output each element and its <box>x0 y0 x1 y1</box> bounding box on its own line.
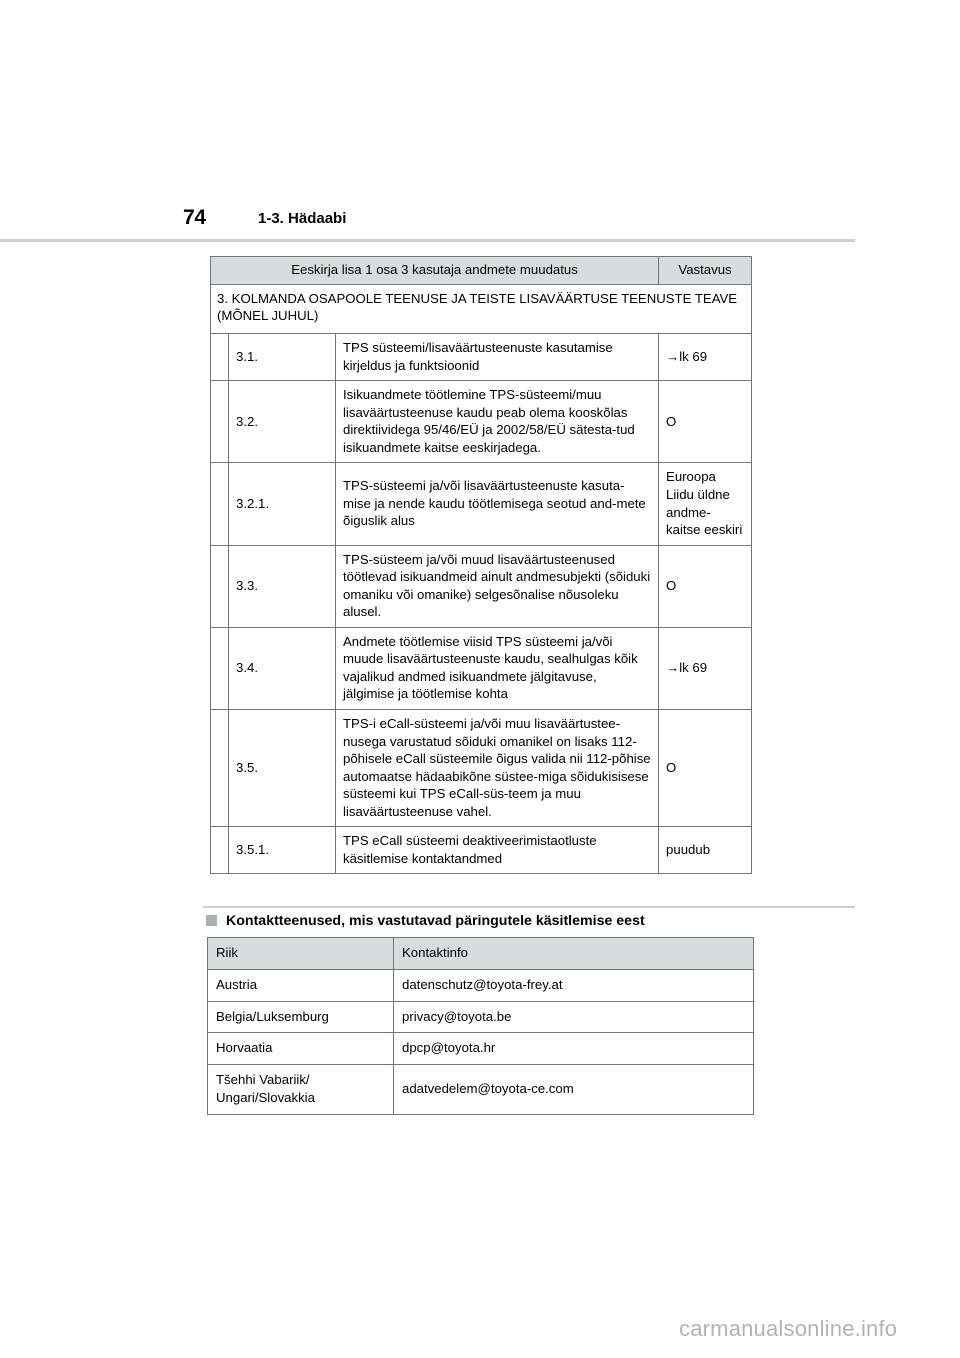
contact-email: dpcp@toyota.hr <box>394 1033 754 1065</box>
table-row <box>211 463 752 545</box>
column-header-contact: Kontaktinfo <box>394 938 754 970</box>
table-row <box>211 545 752 627</box>
country-name: Horvaatia <box>208 1033 394 1065</box>
table-row <box>211 827 752 874</box>
row-compliance: O <box>659 710 752 827</box>
row-indent-cell <box>211 545 229 627</box>
contact-email: adatvedelem@toyota-ce.com <box>394 1065 754 1115</box>
table-row <box>208 1033 754 1065</box>
row-description: TPS-süsteemi ja/või lisaväärtusteenuste kasuta-mise ja nende kaudu töötlemisega seotud and-mete õiguslik alus <box>336 463 659 545</box>
row-number: 3.2.1. <box>229 463 336 545</box>
column-header-compliance: Vastavus <box>659 257 752 285</box>
row-description: Isikuandmete töötlemine TPS-süsteemi/muu lisaväärtusteenuse kaudu peab olema kooskõlas direktiividega 95/46/EÜ ja 2002/58/EÜ sätesta-tud isikuandmete kaitse eeskirjadega. <box>336 381 659 463</box>
row-indent-cell <box>211 827 229 874</box>
page-header <box>0 206 960 246</box>
table-row <box>208 1065 754 1115</box>
contact-table-body <box>208 969 754 1114</box>
row-number: 3.5.1. <box>229 827 336 874</box>
row-description: TPS-i eCall-süsteemi ja/või muu lisaväärtustee-nusega varustatud sõiduki omanikel on lisaks 112-põhisele eCall süsteemile õigus valida nii 112-põhise automaatse hädaabikõne süstee-miga sõidukisisese süsteemi kui TPS eCall-süs-teem ja muu lisaväärtusteenuse vahel. <box>336 710 659 827</box>
row-description: TPS süsteemi/lisaväärtusteenuste kasutamise kirjeldus ja funktsioonid <box>336 334 659 381</box>
page-reference: →lk 69 <box>659 627 752 709</box>
row-compliance: O <box>659 545 752 627</box>
table-row <box>211 381 752 463</box>
country-name: Belgia/Luksemburg <box>208 1001 394 1033</box>
row-compliance: puudub <box>659 827 752 874</box>
row-description: Andmete töötlemise viisid TPS süsteemi ja/või muude lisaväärtusteenuste kaudu, sealhulgas kõik vajalikud andmed isikuandmete jälgitavuse, jälgimise ja töötlemise kohta <box>336 627 659 709</box>
column-header-country: Riik <box>208 938 394 970</box>
column-header-description: Eeskirja lisa 1 osa 3 kasutaja andmete muudatus <box>211 257 659 285</box>
row-indent-cell <box>211 710 229 827</box>
row-indent-cell <box>211 381 229 463</box>
row-indent-cell <box>211 627 229 709</box>
page-number: 74 <box>183 206 206 229</box>
section-title: 3. KOLMANDA OSAPOOLE TEENUSE JA TEISTE LISAVÄÄRTUSE TEENUSTE TEAVE (MÕNEL JUHUL) <box>211 284 752 334</box>
row-compliance: O <box>659 381 752 463</box>
row-number: 3.1. <box>229 334 336 381</box>
contact-section-heading <box>206 913 645 929</box>
square-bullet-icon <box>206 915 217 926</box>
row-number: 3.2. <box>229 381 336 463</box>
row-description: TPS-süsteem ja/või muud lisaväärtusteenused töötlevad isikuandmeid ainult andmesubjekti (sõiduki omaniku või omanike) selgesõnalise nõusoleku alusel. <box>336 545 659 627</box>
row-number: 3.3. <box>229 545 336 627</box>
row-indent-cell <box>211 334 229 381</box>
contact-email: privacy@toyota.be <box>394 1001 754 1033</box>
table-row <box>211 334 752 381</box>
table-row <box>211 627 752 709</box>
country-name: Tšehhi Vabariik/ Ungari/Slovakkia <box>208 1065 394 1115</box>
page-reference: →lk 69 <box>659 334 752 381</box>
contact-section-heading-label: Kontaktteenused, mis vastutavad päringutele käsitlemise eest <box>226 913 645 929</box>
contact-table-header-row <box>208 938 754 970</box>
contact-email: datenschutz@toyota-frey.at <box>394 969 754 1001</box>
section-divider <box>203 906 855 908</box>
row-number: 3.5. <box>229 710 336 827</box>
watermark: carmanualsonline.info <box>679 1316 898 1341</box>
compliance-table-body <box>211 284 752 874</box>
table-row <box>211 710 752 827</box>
section-title-row <box>211 284 752 334</box>
table-row <box>208 1001 754 1033</box>
row-description: TPS eCall süsteemi deaktiveerimistaotluste käsitlemise kontaktandmed <box>336 827 659 874</box>
row-compliance: Euroopa Liidu üldne andme- kaitse eeskiri <box>659 463 752 545</box>
header-divider <box>0 239 855 242</box>
country-name: Austria <box>208 969 394 1001</box>
compliance-table <box>210 256 752 874</box>
contact-table <box>207 937 754 1115</box>
row-number: 3.4. <box>229 627 336 709</box>
row-indent-cell <box>211 463 229 545</box>
table-header-row <box>211 257 752 285</box>
table-row <box>208 969 754 1001</box>
page-title: 1-3. Hädaabi <box>258 210 347 227</box>
